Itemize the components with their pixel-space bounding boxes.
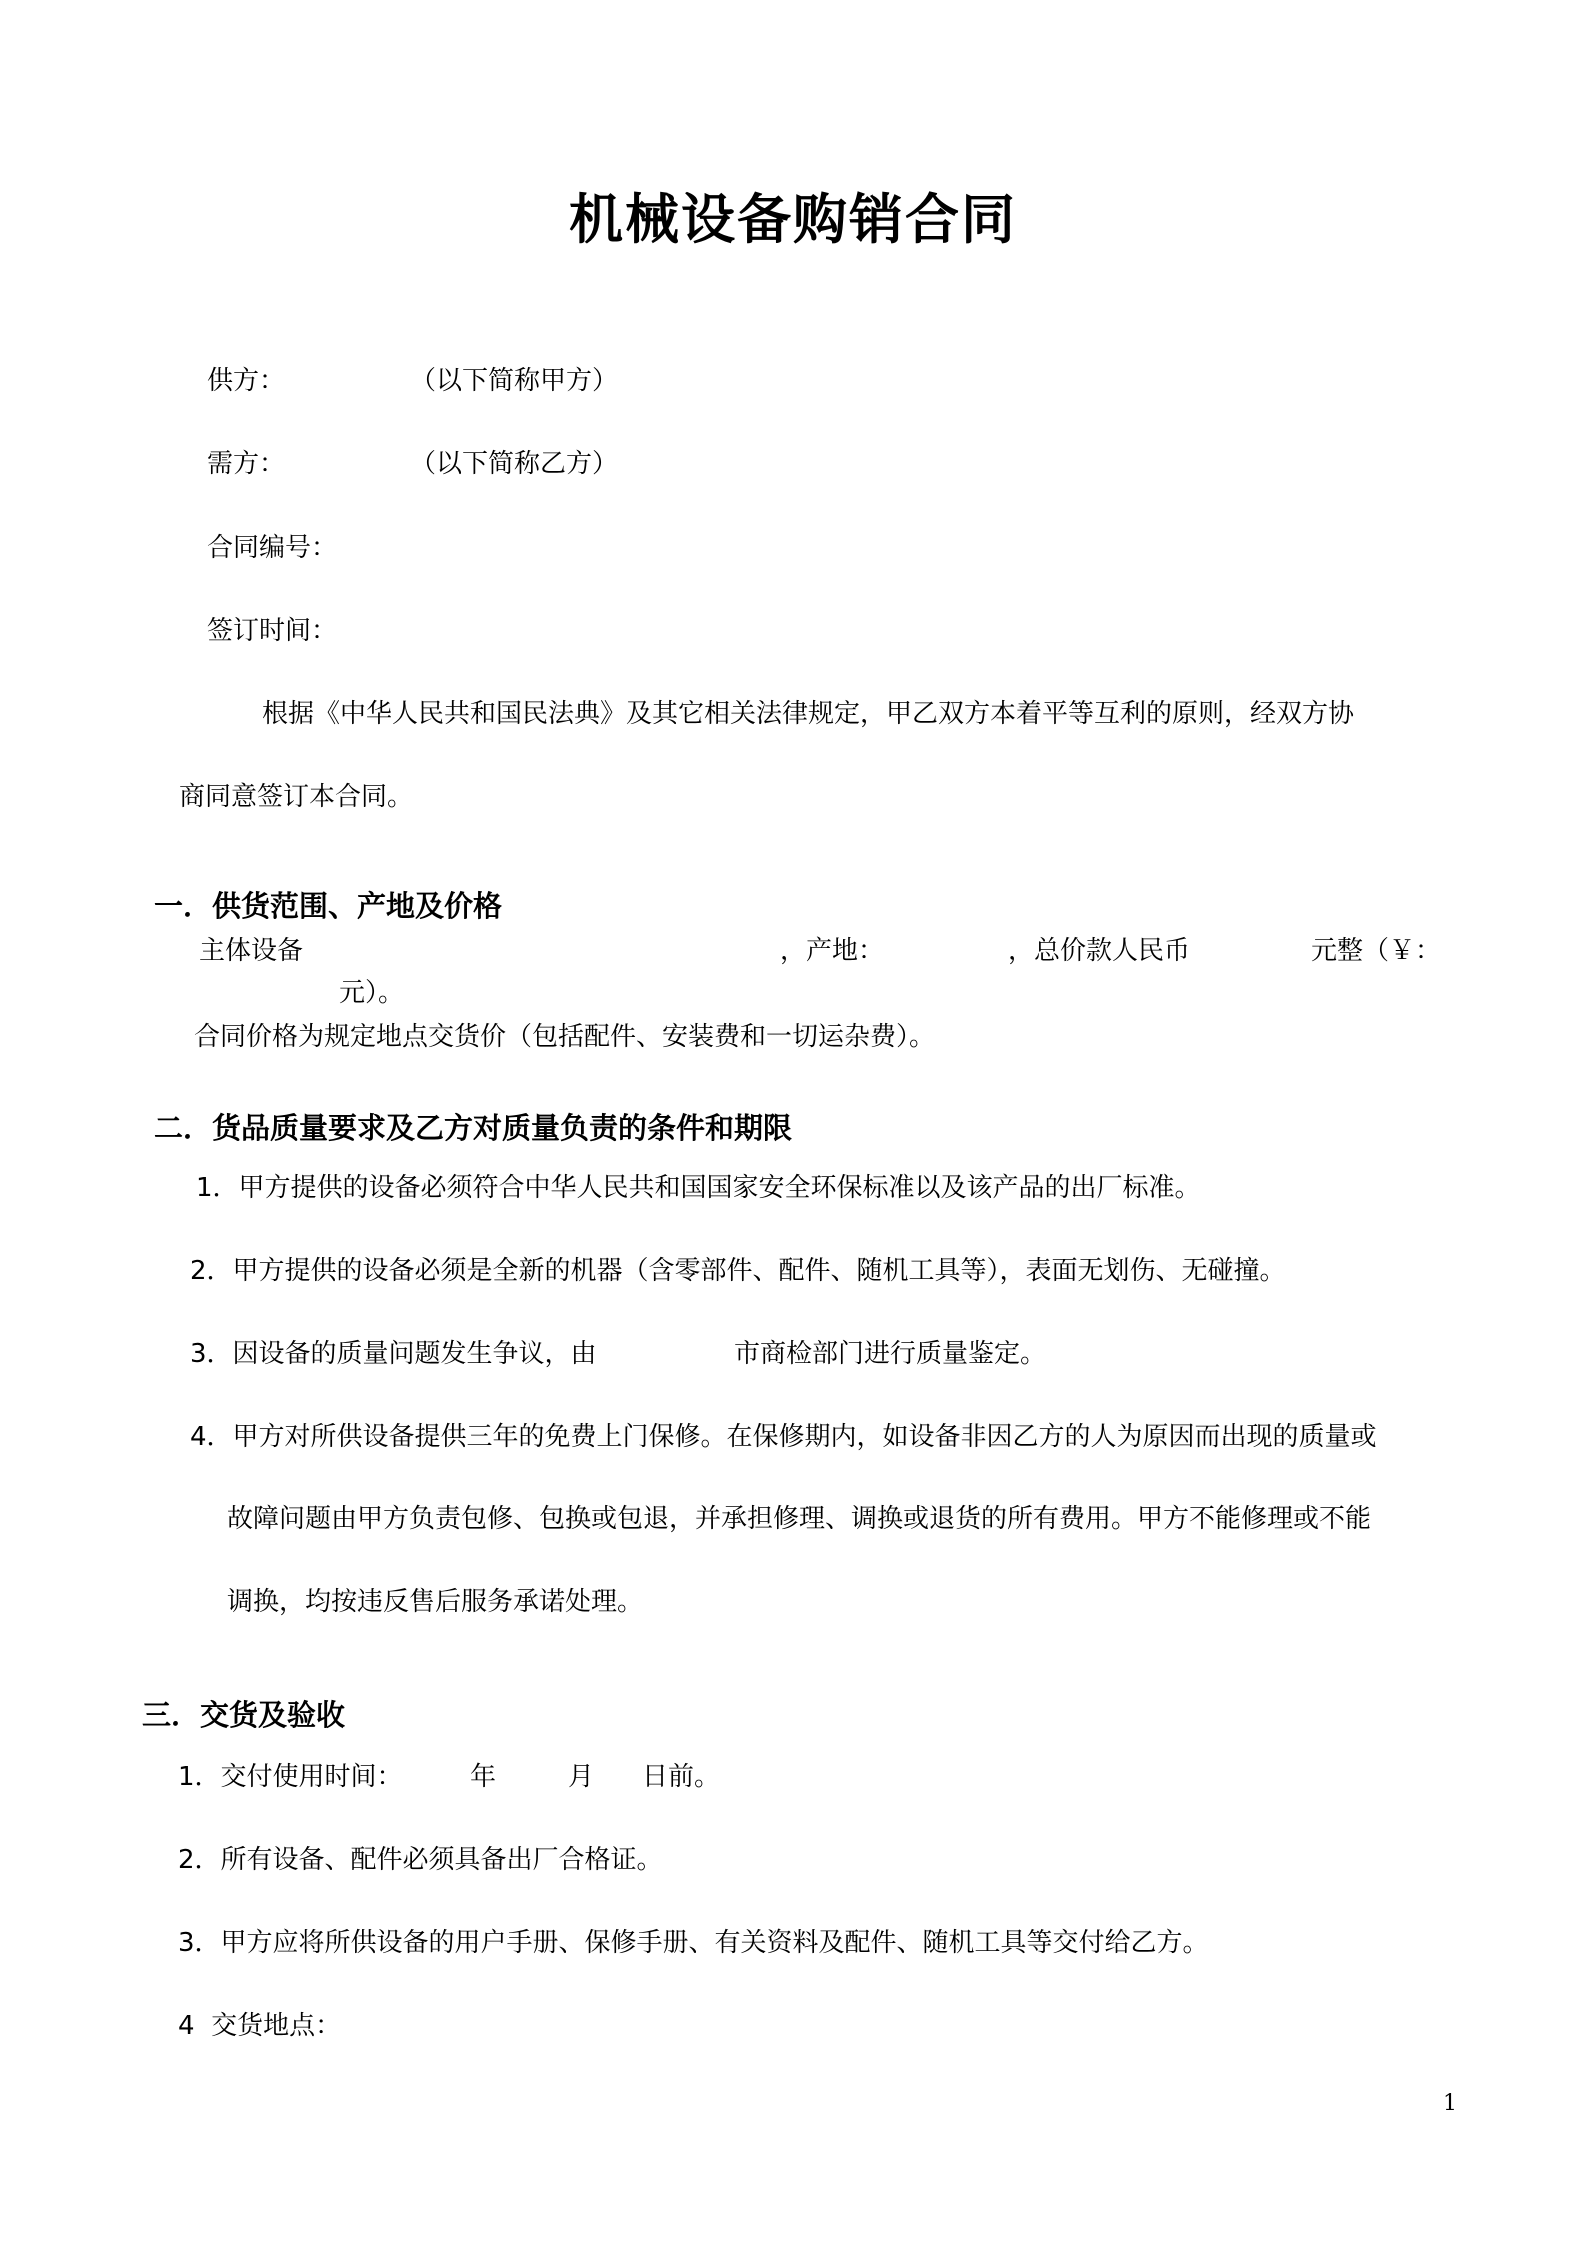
section-3-heading: 三．交货及验收 [142, 1698, 346, 1732]
preamble-line-1: 根据《中华人民共和国民法典》及其它相关法律规定，甲乙双方本着平等互利的原则，经双方协 [262, 699, 1355, 729]
contract-number-label: 合同编号： [207, 533, 338, 563]
section-1-heading: 一．供货范围、产地及价格 [154, 889, 503, 923]
section-3-item-1-day: 日前。 [642, 1762, 721, 1792]
supplier-note: （以下简称甲方） [410, 366, 619, 396]
section-3-item-3: 3．甲方应将所供设备的用户手册、保修手册、有关资料及配件、随机工具等交付给乙方。 [178, 1928, 1209, 1958]
section-2-item-3b: 市商检部门进行质量鉴定。 [734, 1339, 1047, 1369]
page-title: 机械设备购销合同 [569, 188, 1017, 251]
section-2-item-1: 1．甲方提供的设备必须符合中华人民共和国国家安全环保标准以及该产品的出厂标准。 [196, 1173, 1201, 1203]
section-1-yuan: 元整（￥： [1311, 936, 1442, 966]
section-2-heading: 二．货品质量要求及乙方对质量负责的条件和期限 [154, 1111, 793, 1145]
page-number: 1 [1443, 2091, 1457, 2116]
section-3-item-1a: 1．交付使用时间： [178, 1762, 403, 1792]
section-1-yuan-close: 元）。 [339, 978, 405, 1008]
section-2-item-4-line-1: 4．甲方对所供设备提供三年的免费上门保修。在保修期内，如设备非因乙方的人为原因而出现的质量或 [190, 1422, 1377, 1452]
section-1-total-price: ，总价款人民币 [1008, 936, 1191, 966]
section-3-item-1-year: 年 [470, 1762, 497, 1792]
section-2-item-3a: 3．因设备的质量问题发生争议，由 [190, 1339, 597, 1369]
section-1-equipment: 主体设备 [199, 936, 304, 966]
buyer-label: 需方： [207, 449, 286, 479]
supplier-label: 供方： [207, 366, 286, 396]
section-3-item-4: 4 交货地点： [178, 2011, 342, 2041]
section-1-price-note: 合同价格为规定地点交货价（包括配件、安装费和一切运杂费）。 [194, 1022, 936, 1052]
section-3-item-2: 2．所有设备、配件必须具备出厂合格证。 [178, 1845, 663, 1875]
buyer-note: （以下简称乙方） [410, 449, 619, 479]
sign-date-label: 签订时间： [207, 616, 338, 646]
section-2-item-2: 2．甲方提供的设备必须是全新的机器（含零部件、配件、随机工具等），表面无划伤、无碰撞。 [190, 1256, 1286, 1286]
section-2-item-4-line-3: 调换，均按违反售后服务承诺处理。 [227, 1587, 644, 1617]
preamble-line-2: 商同意签订本合同。 [179, 782, 414, 812]
section-3-item-1-month: 月 [568, 1762, 595, 1792]
section-1-origin: ，产地： [780, 936, 885, 966]
section-2-item-4-line-2: 故障问题由甲方负责包修、包换或包退，并承担修理、调换或退货的所有费用。甲方不能修理或不能 [227, 1504, 1372, 1534]
